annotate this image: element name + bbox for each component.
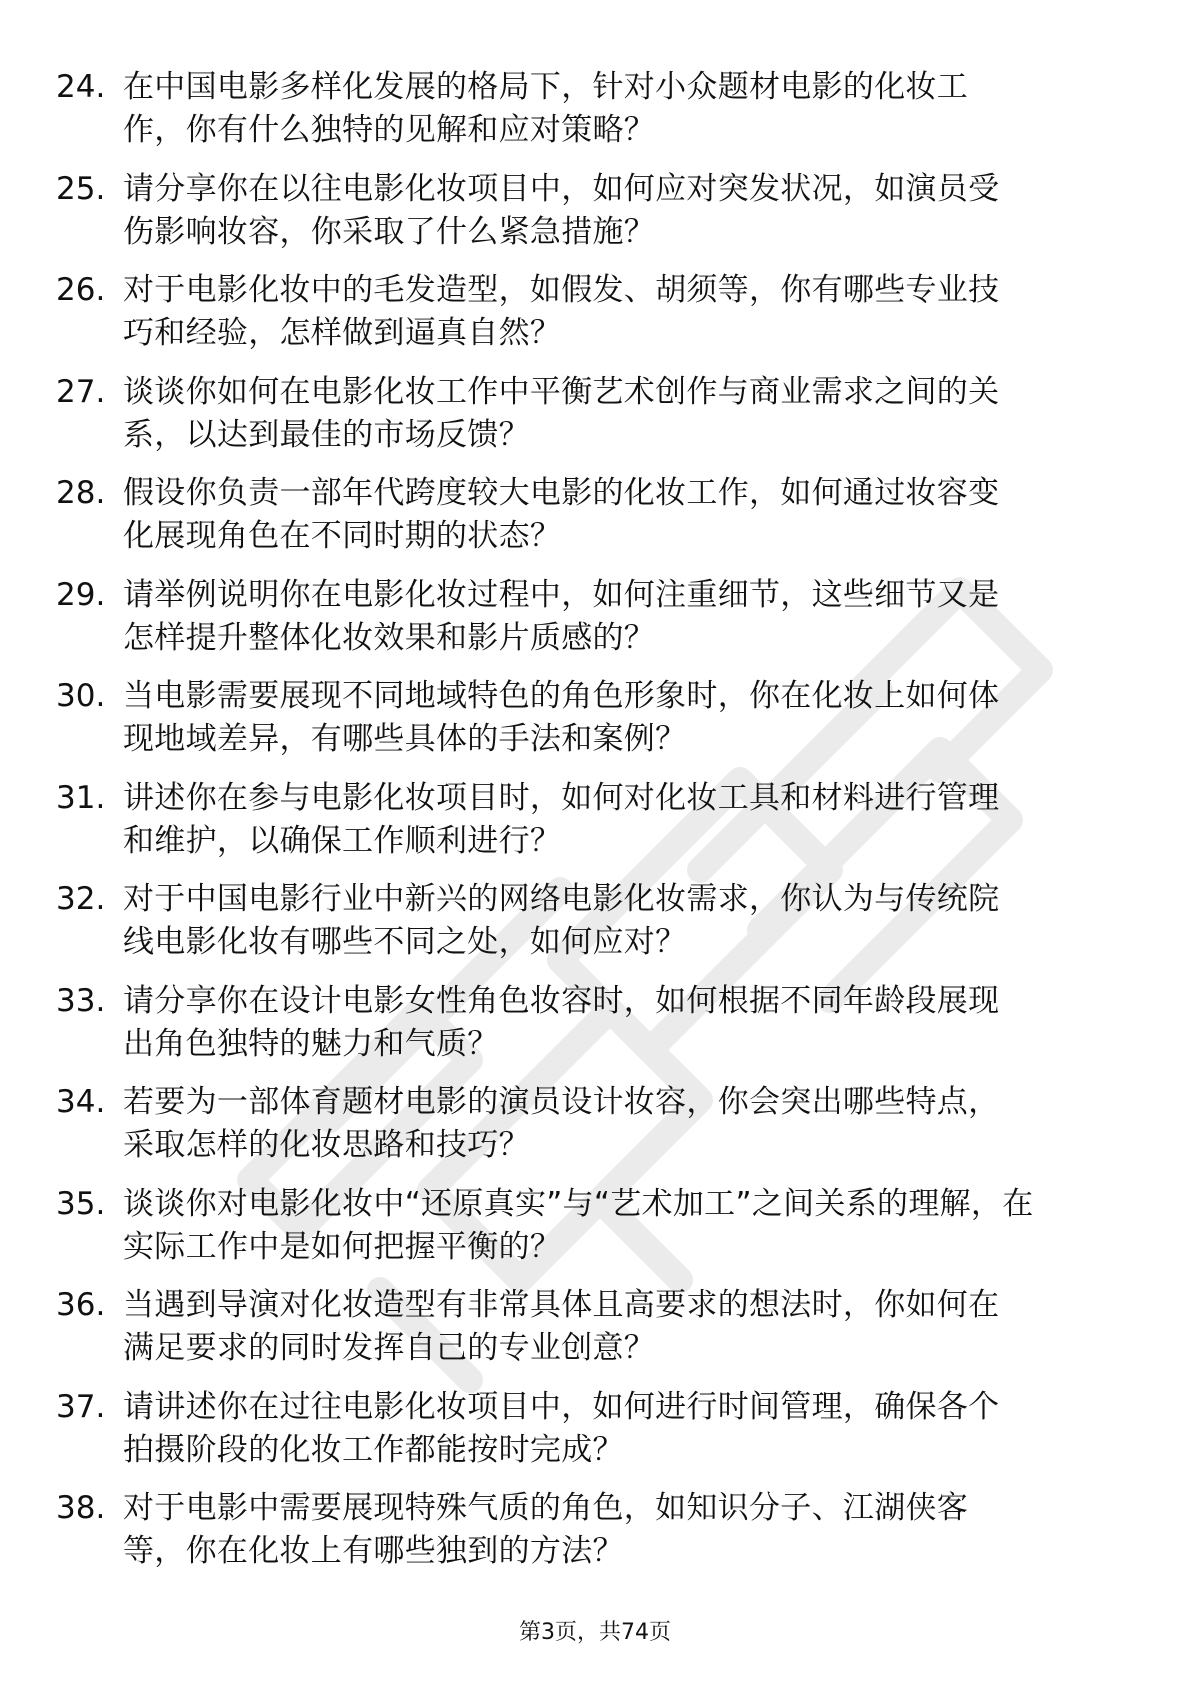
- list-item: [56, 1284, 1136, 1386]
- list-item: [56, 574, 1136, 676]
- question-text-line: 实际工作中是如何把握平衡的？: [123, 1228, 562, 1265]
- page-footer: 第3页，共74页: [519, 1620, 671, 1645]
- question-text-line: 谈谈你如何在电影化妆工作中平衡艺术创作与商业需求之间的关: [123, 373, 1000, 410]
- list-item: [56, 371, 1136, 473]
- question-text-line: 化展现角色在不同时期的状态？: [123, 518, 562, 554]
- question-text-line: 巧和经验，怎样做到逼真自然？: [123, 315, 562, 351]
- question-text-line: 和维护，以确保工作顺利进行？: [123, 822, 562, 859]
- question-text-line: 若要为一部体育题材电影的演员设计妆容，你会突出哪些特点，: [123, 1084, 1000, 1120]
- list-item: [56, 1183, 1136, 1285]
- question-text-line: 出角色独特的魅力和气质？: [123, 1025, 499, 1062]
- list-item: [56, 675, 1136, 777]
- question-number: 31.: [56, 779, 106, 816]
- list-item: [56, 878, 1136, 980]
- question-number: 25.: [56, 170, 106, 207]
- question-text-line: 怎样提升整体化妆效果和影片质感的？: [123, 619, 656, 656]
- question-number: 29.: [56, 576, 106, 613]
- question-number: 33.: [56, 982, 106, 1019]
- question-text-line: 对于电影中需要展现特殊气质的角色，如知识分子、江湖侠客: [123, 1490, 969, 1526]
- question-text-line: 作，你有什么独特的见解和应对策略？: [123, 112, 656, 148]
- list-item: [56, 980, 1136, 1082]
- question-number: 27.: [56, 373, 106, 410]
- list-item: [56, 66, 1136, 168]
- list-item: [56, 168, 1136, 270]
- question-text-line: 采取怎样的化妆思路和技巧？: [123, 1127, 530, 1163]
- question-text-line: 线电影化妆有哪些不同之处，如何应对？: [123, 924, 687, 960]
- list-item: [56, 777, 1136, 879]
- question-list: [56, 66, 1136, 1589]
- question-number: 32.: [56, 881, 106, 917]
- question-number: 26.: [56, 272, 106, 308]
- question-number: 28.: [56, 475, 106, 511]
- question-text-line: 对于电影化妆中的毛发造型，如假发、胡须等，你有哪些专业技: [123, 272, 1000, 308]
- question-text-line: 当电影需要展现不同地域特色的角色形象时，你在化妆上如何体: [123, 678, 1000, 714]
- question-text-line: 对于中国电影行业中新兴的网络电影化妆需求，你认为与传统院: [123, 881, 1000, 917]
- question-text-line: 请分享你在设计电影女性角色妆容时，如何根据不同年龄段展现: [123, 982, 1000, 1019]
- list-item: [56, 1081, 1136, 1183]
- list-item: [56, 1386, 1136, 1488]
- question-text-line: 讲述你在参与电影化妆项目时，如何对化妆工具和材料进行管理: [123, 779, 1000, 816]
- question-number: 36.: [56, 1287, 106, 1323]
- question-number: 34.: [56, 1084, 106, 1120]
- list-item: [56, 269, 1136, 371]
- list-item: [56, 1487, 1136, 1589]
- question-text-line: 系，以达到最佳的市场反馈？: [123, 416, 530, 453]
- question-text-line: 在中国电影多样化发展的格局下，针对小众题材电影的化妆工: [123, 69, 969, 105]
- question-text-line: 请举例说明你在电影化妆过程中，如何注重细节，这些细节又是: [123, 576, 1000, 613]
- question-number: 35.: [56, 1185, 106, 1222]
- question-text-line: 请讲述你在过往电影化妆项目中，如何进行时间管理，确保各个: [123, 1388, 1000, 1425]
- question-text-line: 等，你在化妆上有哪些独到的方法？: [123, 1533, 624, 1569]
- question-number: 30.: [56, 678, 106, 714]
- question-text-line: 假设你负责一部年代跨度较大电影的化妆工作，如何通过妆容变: [123, 475, 1000, 511]
- question-text-line: 满足要求的同时发挥自己的专业创意？: [123, 1330, 656, 1366]
- question-text-line: 请分享你在以往电影化妆项目中，如何应对突发状况，如演员受: [123, 170, 1000, 207]
- question-text-line: 当遇到导演对化妆造型有非常具体且高要求的想法时，你如何在: [123, 1287, 1000, 1323]
- question-number: 38.: [56, 1490, 106, 1526]
- question-text-line: 现地域差异，有哪些具体的手法和案例？: [123, 721, 687, 757]
- question-number: 37.: [56, 1388, 106, 1425]
- question-text-line: 拍摄阶段的化妆工作都能按时完成？: [123, 1431, 624, 1468]
- list-item: [56, 472, 1136, 574]
- question-text-line: 谈谈你对电影化妆中“还原真实”与“艺术加工”之间关系的理解，在: [123, 1185, 1034, 1222]
- question-text-line: 伤影响妆容，你采取了什么紧急措施？: [123, 213, 656, 250]
- question-number: 24.: [56, 69, 106, 105]
